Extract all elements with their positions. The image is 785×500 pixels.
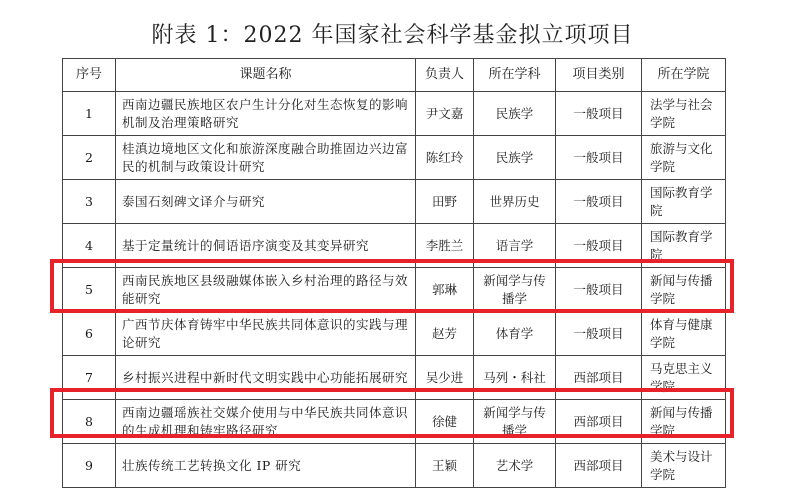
cell-lead: 徐健 (416, 400, 474, 444)
cell-subject: 新闻学与传播学 (474, 400, 556, 444)
cell-category: 西部项目 (556, 444, 642, 488)
cell-topic: 泰国石刻碑文译介与研究 (116, 180, 416, 224)
cell-subject: 马列・科社 (474, 356, 556, 400)
table-row (63, 312, 726, 356)
header-topic: 课题名称 (116, 59, 416, 92)
cell-college: 美术与设计学院 (642, 444, 726, 488)
table-row (63, 180, 726, 224)
cell-lead: 尹文嘉 (416, 92, 474, 136)
cell-category: 一般项目 (556, 92, 642, 136)
cell-lead: 郭琳 (416, 268, 474, 312)
cell-topic: 西南边疆民族地区农户生计分化对生态恢复的影响机制及治理策略研究 (116, 92, 416, 136)
cell-college: 国际教育学院 (642, 180, 726, 224)
cell-topic: 西南民族地区县级融媒体嵌入乡村治理的路径与效能研究 (116, 268, 416, 312)
cell-lead: 吴少进 (416, 356, 474, 400)
cell-subject: 体育学 (474, 312, 556, 356)
header-category: 项目类别 (556, 59, 642, 92)
cell-category: 一般项目 (556, 136, 642, 180)
header-subject: 所在学科 (474, 59, 556, 92)
cell-lead: 赵芳 (416, 312, 474, 356)
cell-category: 一般项目 (556, 224, 642, 268)
cell-no: 8 (63, 400, 116, 444)
header-lead: 负责人 (416, 59, 474, 92)
cell-lead: 李胜兰 (416, 224, 474, 268)
table-row (63, 400, 726, 444)
cell-subject: 民族学 (474, 136, 556, 180)
cell-subject: 世界历史 (474, 180, 556, 224)
cell-topic: 乡村振兴进程中新时代文明实践中心功能拓展研究 (116, 356, 416, 400)
cell-no: 5 (63, 268, 116, 312)
table-row (63, 268, 726, 312)
cell-category: 一般项目 (556, 312, 642, 356)
cell-lead: 陈红玲 (416, 136, 474, 180)
cell-category: 西部项目 (556, 356, 642, 400)
cell-topic: 西南边疆瑶族社交媒介使用与中华民族共同体意识的生成机理和铸牢路径研究 (116, 400, 416, 444)
cell-college: 体育与健康学院 (642, 312, 726, 356)
header-no: 序号 (63, 59, 116, 92)
project-table (62, 58, 726, 488)
document-title: 附表 1：2022 年国家社会科学基金拟立项项目 (151, 23, 634, 48)
table-row (63, 356, 726, 400)
cell-category: 一般项目 (556, 268, 642, 312)
cell-subject: 新闻学与传播学 (474, 268, 556, 312)
cell-college: 新闻与传播学院 (642, 268, 726, 312)
cell-no: 3 (63, 180, 116, 224)
cell-no: 4 (63, 224, 116, 268)
cell-college: 国际教育学院 (642, 224, 726, 268)
table-row (63, 92, 726, 136)
cell-topic: 壮族传统工艺转换文化 IP 研究 (116, 444, 416, 488)
cell-no: 9 (63, 444, 116, 488)
cell-topic: 基于定量统计的侗语语序演变及其变异研究 (116, 224, 416, 268)
cell-no: 6 (63, 312, 116, 356)
cell-lead: 王颖 (416, 444, 474, 488)
table-row (63, 136, 726, 180)
table-row (63, 444, 726, 488)
cell-category: 西部项目 (556, 400, 642, 444)
table-row (63, 224, 726, 268)
cell-topic: 广西节庆体育铸牢中华民族共同体意识的实践与理论研究 (116, 312, 416, 356)
table-header-row (63, 59, 726, 92)
cell-college: 法学与社会学院 (642, 92, 726, 136)
cell-topic: 桂滇边境地区文化和旅游深度融合助推固边兴边富民的机制与政策设计研究 (116, 136, 416, 180)
cell-no: 1 (63, 92, 116, 136)
cell-no: 2 (63, 136, 116, 180)
cell-subject: 艺术学 (474, 444, 556, 488)
header-college: 所在学院 (642, 59, 726, 92)
cell-category: 一般项目 (556, 180, 642, 224)
cell-lead: 田野 (416, 180, 474, 224)
cell-college: 马克思主义学院 (642, 356, 726, 400)
cell-subject: 语言学 (474, 224, 556, 268)
cell-subject: 民族学 (474, 92, 556, 136)
cell-college: 新闻与传播学院 (642, 400, 726, 444)
cell-college: 旅游与文化学院 (642, 136, 726, 180)
cell-no: 7 (63, 356, 116, 400)
